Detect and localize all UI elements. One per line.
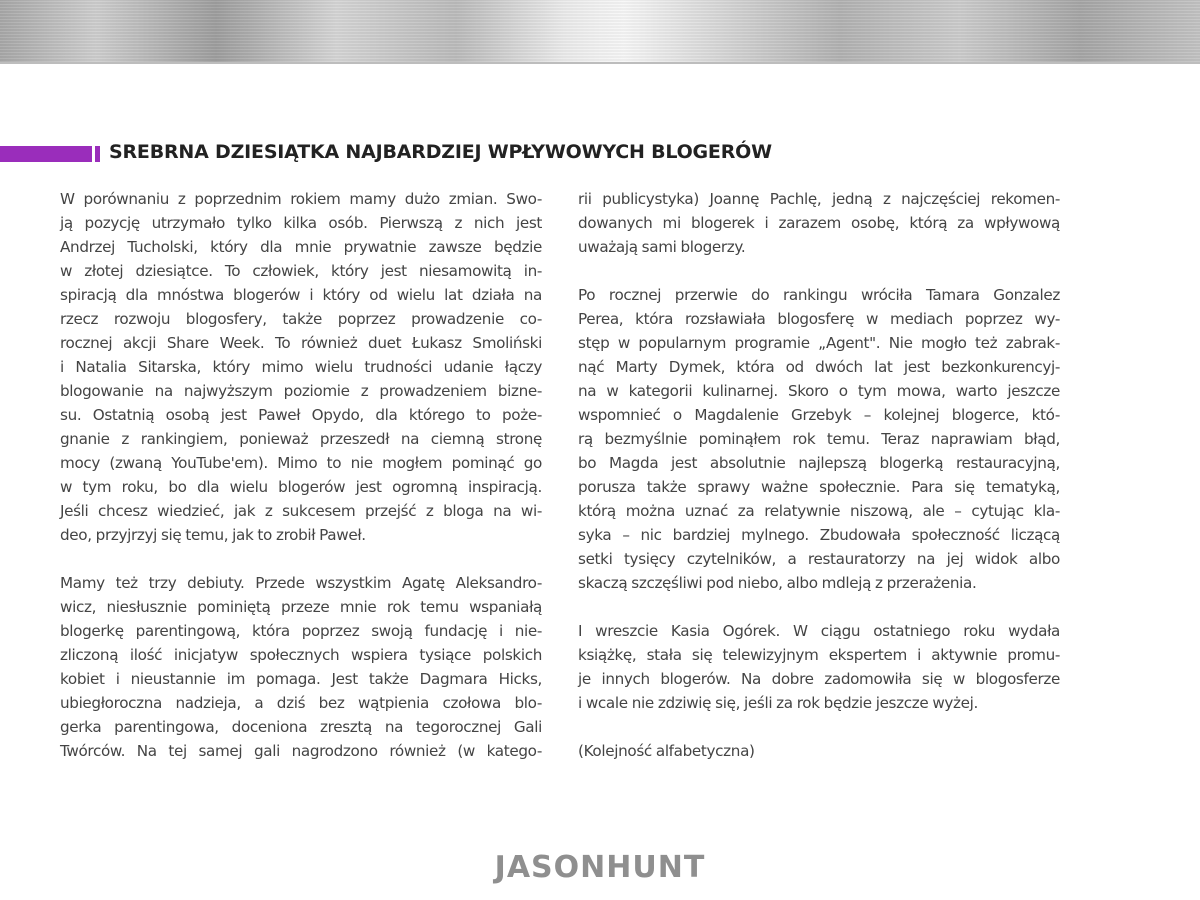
text-line: rii publicystyka) Joannę Pachlę, jedną z najczęściej rekomen-	[578, 190, 1060, 208]
text-line: w złotej dziesiątce. To człowiek, który jest niesamowitą in-	[60, 262, 542, 280]
text-line: w tym roku, bo dla wielu blogerów jest ogromną inspiracją.	[60, 478, 542, 496]
text-line: kobiet i nieustannie im pomaga. Jest także Dagmara Hicks,	[60, 670, 542, 688]
text-line: wspomnieć o Magdalenie Grzebyk – kolejnej blogerce, któ-	[578, 406, 1060, 424]
text-line: rzecz rozwoju blogosfery, także poprzez prowadzenie co-	[60, 310, 542, 328]
text-line: rą bezmyślnie pominąłem rok temu. Teraz naprawiam błąd,	[578, 430, 1060, 448]
top-metallic-banner	[0, 0, 1200, 64]
paragraph-gap	[578, 259, 1060, 283]
text-line: setki tysięcy czytelników, a restauratorzy na jej widok albo	[578, 550, 1060, 568]
text-line: uważają sami blogerzy.	[578, 238, 746, 256]
text-line: Po rocznej przerwie do rankingu wróciła Tamara Gonzalez	[578, 286, 1060, 304]
right-paragraph-2	[578, 283, 1060, 595]
left-paragraph-2	[60, 571, 542, 763]
text-line: spiracją dla mnóstwa blogerów i który od wielu lat działa na	[60, 286, 542, 304]
text-line: ubiegłoroczna nadzieja, a dziś bez wątpienia czołowa blo-	[60, 694, 542, 712]
text-line: syka – nic bardziej mylnego. Zbudowała społeczność liczącą	[578, 526, 1060, 544]
text-line: Mamy też trzy debiuty. Przede wszystkim Agatę Aleksandro-	[60, 574, 542, 592]
alphabetical-order-note: (Kolejność alfabetyczna)	[578, 742, 755, 760]
text-line: bo Magda jest absolutnie najlepszą blogerką restauracyjną,	[578, 454, 1060, 472]
text-line: mocy (zwaną YouTube'em). Mimo to nie mogłem pominąć go	[60, 454, 542, 472]
text-line: je innych blogerów. Na dobre zadomowiła się w blogosferze	[578, 670, 1060, 688]
text-line: blogerkę parentingową, która poprzez swoją fundację i nie-	[60, 622, 542, 640]
text-line: gnanie z rankingiem, ponieważ przeszedł na ciemną stronę	[60, 430, 542, 448]
left-column	[60, 187, 542, 763]
text-line: dowanych mi blogerek i zarazem osobę, którą za wpływową	[578, 214, 1060, 232]
right-paragraph-3	[578, 619, 1060, 715]
section-title: SREBRNA DZIESIĄTKA NAJBARDZIEJ WPŁYWOWYCH BLOGERÓW	[109, 141, 772, 163]
text-line: na w kategorii kulinarnej. Skoro o tym mowa, warto jeszcze	[578, 382, 1060, 400]
jasonhunt-logo: JASONHUNT	[494, 850, 706, 885]
right-paragraph-1	[578, 187, 1060, 259]
right-column	[578, 187, 1060, 763]
paragraph-gap	[60, 547, 542, 571]
text-line: Perea, która rozsławiała blogosferę w mediach poprzez wy-	[578, 310, 1060, 328]
paragraph-gap	[578, 715, 1060, 739]
text-line: deo, przyjrzyj się temu, jak to zrobił Paweł.	[60, 526, 366, 544]
text-line: stęp w popularnym programie „Agent". Nie mogło też zabrak-	[578, 334, 1060, 352]
text-line: i Natalia Sitarska, który mimo wielu trudności udanie łączy	[60, 358, 542, 376]
text-line: blogowanie na najwyższym poziomie z prowadzeniem bizne-	[60, 382, 542, 400]
left-paragraph-1	[60, 187, 542, 547]
text-line: książkę, stała się telewizyjnym ekspertem i aktywnie promu-	[578, 646, 1060, 664]
text-line: zliczoną ilość inicjatyw społecznych wspiera tysiące polskich	[60, 646, 542, 664]
text-line: gerka parentingowa, doceniona zresztą na tegorocznej Gali	[60, 718, 542, 736]
text-line: Andrzej Tucholski, który dla mnie prywatnie zawsze będzie	[60, 238, 542, 256]
text-line: Twórców. Na tej samej gali nagrodzono również (w katego-	[60, 742, 542, 760]
text-line: su. Ostatnią osobą jest Paweł Opydo, dla którego to poże-	[60, 406, 542, 424]
text-line: którą można uznać za relatywnie niszową, ale – cytując kla-	[578, 502, 1060, 520]
section-accent-bar	[0, 146, 92, 162]
text-line: I wreszcie Kasia Ogórek. W ciągu ostatniego roku wydała	[578, 622, 1060, 640]
text-line: nąć Marty Dymek, która od dwóch lat jest bezkonkurencyj-	[578, 358, 1060, 376]
paragraph-gap	[578, 595, 1060, 619]
section-accent-bar-end	[95, 146, 100, 162]
text-line: W porównaniu z poprzednim rokiem mamy dużo zmian. Swo-	[60, 190, 542, 208]
text-line: wicz, niesłusznie pominiętą przeze mnie rok temu wspaniałą	[60, 598, 542, 616]
text-line: rocznej akcji Share Week. To również duet Łukasz Smoliński	[60, 334, 542, 352]
text-line: Jeśli chcesz wiedzieć, jak z sukcesem przejść z bloga na wi-	[60, 502, 542, 520]
text-line: ją pozycję utrzymało tylko kilka osób. Pierwszą z nich jest	[60, 214, 542, 232]
text-line: i wcale nie zdziwię się, jeśli za rok będzie jeszcze wyżej.	[578, 694, 979, 712]
text-line: skaczą szczęśliwi pod niebo, albo mdleją z przerażenia.	[578, 574, 977, 592]
text-line: porusza także sprawy ważne społecznie. Para się tematyką,	[578, 478, 1060, 496]
